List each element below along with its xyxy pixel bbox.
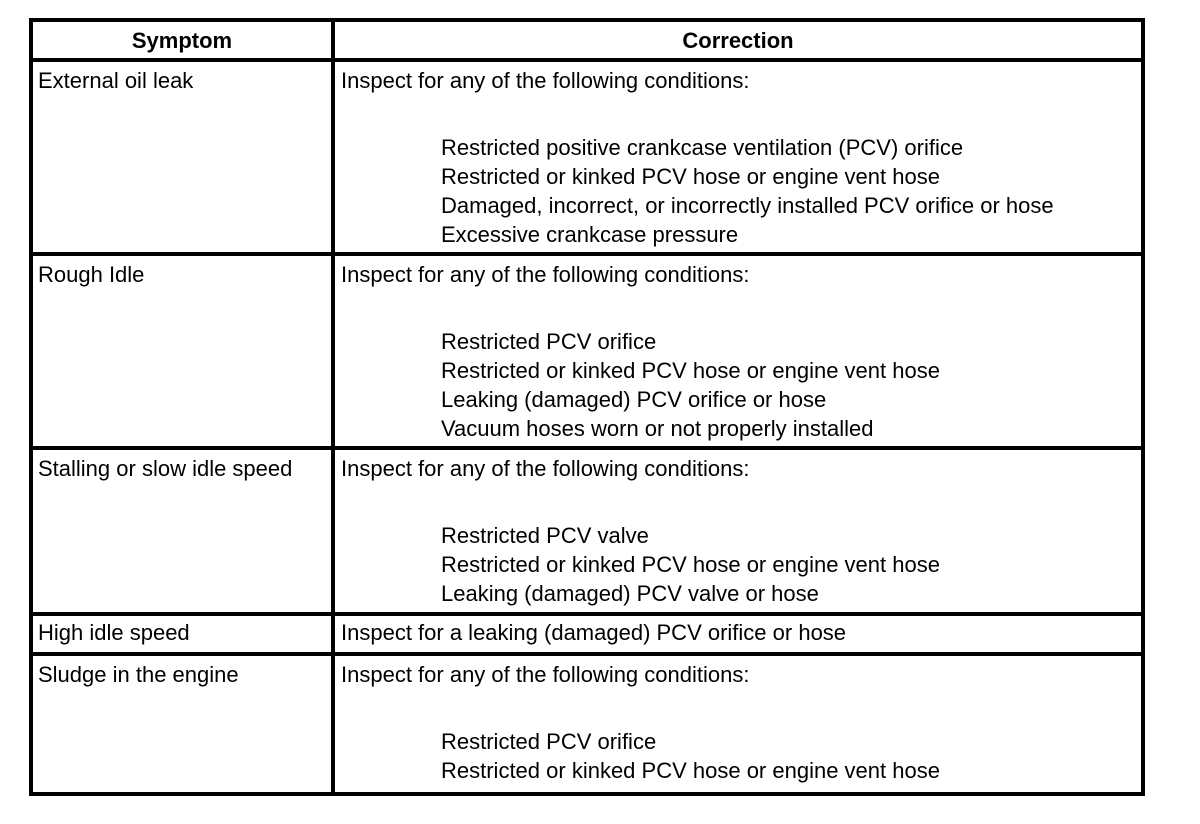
table-header <box>31 20 1143 60</box>
symptom-cell: External oil leak <box>31 60 333 254</box>
correction-column-header: Correction <box>333 20 1143 60</box>
symptom-cell: Rough Idle <box>31 254 333 448</box>
table-row <box>31 60 1143 254</box>
condition-item: Restricted or kinked PCV hose or engine vent hose <box>441 358 940 383</box>
condition-list <box>341 327 1141 443</box>
condition-item: Leaking (damaged) PCV orifice or hose <box>441 387 827 412</box>
condition-item: Restricted or kinked PCV hose or engine vent hose <box>441 552 940 577</box>
table-row <box>31 654 1143 794</box>
condition-item: Restricted PCV orifice <box>441 729 657 754</box>
correction-intro: Inspect for any of the following conditions: <box>341 68 750 93</box>
symptom-cell: Sludge in the engine <box>31 654 333 794</box>
table-row <box>31 614 1143 654</box>
correction-intro: Inspect for any of the following conditions: <box>341 662 750 687</box>
symptom-cell: Stalling or slow idle speed <box>31 448 333 614</box>
correction-intro: Inspect for any of the following conditions: <box>341 262 750 287</box>
condition-item: Restricted or kinked PCV hose or engine vent hose <box>441 164 940 189</box>
condition-list <box>341 521 1141 608</box>
symptom-column-header: Symptom <box>31 20 333 60</box>
header-row <box>31 20 1143 60</box>
correction-cell <box>333 60 1143 254</box>
correction-cell <box>333 614 1143 654</box>
correction-cell <box>333 654 1143 794</box>
condition-item: Excessive crankcase pressure <box>441 222 739 247</box>
correction-intro: Inspect for any of the following conditions: <box>341 456 750 481</box>
condition-list <box>341 727 1141 785</box>
table-row <box>31 254 1143 448</box>
diagnosis-table <box>29 18 1145 796</box>
symptom-cell: High idle speed <box>31 614 333 654</box>
correction-cell <box>333 254 1143 448</box>
condition-item: Vacuum hoses worn or not properly installed <box>441 416 874 441</box>
condition-list <box>341 133 1141 249</box>
correction-intro: Inspect for a leaking (damaged) PCV orifice or hose <box>341 620 847 645</box>
correction-cell <box>333 448 1143 614</box>
condition-item: Restricted PCV orifice <box>441 329 657 354</box>
table-body <box>31 60 1143 794</box>
condition-item: Restricted PCV valve <box>441 523 649 548</box>
condition-item: Restricted or kinked PCV hose or engine vent hose <box>441 758 940 783</box>
table-row <box>31 448 1143 614</box>
condition-item: Damaged, incorrect, or incorrectly installed PCV orifice or hose <box>441 193 1054 218</box>
condition-item: Leaking (damaged) PCV valve or hose <box>441 581 819 606</box>
condition-item: Restricted positive crankcase ventilation (PCV) orifice <box>441 135 964 160</box>
